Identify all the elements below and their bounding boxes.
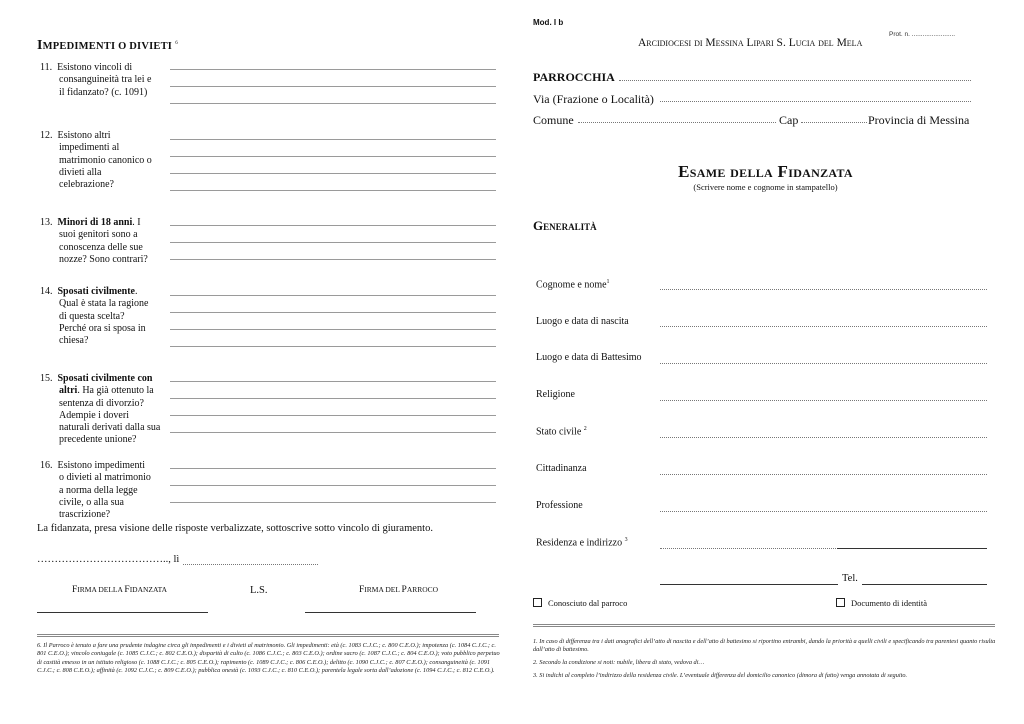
answer-line[interactable] (170, 242, 496, 243)
field-religione: Religione (536, 389, 575, 400)
conosciuto-checkbox[interactable] (533, 598, 542, 607)
parrocchia-label: PARROCCHIA (533, 70, 615, 84)
answer-line[interactable] (170, 329, 496, 330)
mod-label: Mod. I b (533, 18, 564, 27)
answer-line[interactable] (170, 415, 496, 416)
answer-line[interactable] (170, 381, 496, 382)
answer-line[interactable] (170, 312, 496, 313)
question-15: 15. Sposati civilmente con altri. Ha già ottenuto la sentenza di divorzio? Adempie i doveri naturali derivati dalla sua precedente unione? (40, 373, 161, 446)
answer-line[interactable] (170, 173, 496, 174)
prot-number: Prot. n. ........................ (889, 31, 956, 38)
stato-civile-input[interactable] (660, 437, 987, 438)
answer-line[interactable] (170, 156, 496, 157)
footnote-3: 3. Si indichi al completo l’indirizzo della residenza civile. L’eventuale differenza del domicilio canonico (dimora di fatto) venga annotata di seguito. (533, 672, 908, 679)
comune-field[interactable] (578, 122, 776, 123)
diocese-header: Arcidiocesi di Messina Lipari S. Lucia del Mela (638, 37, 863, 49)
residenza-input[interactable] (660, 548, 836, 549)
ls-label: L.S. (250, 585, 268, 596)
tel-input[interactable] (862, 584, 987, 585)
answer-line[interactable] (170, 69, 496, 70)
religione-input[interactable] (660, 400, 987, 401)
impedimenti-heading: IMPEDIMENTI O DIVIETI $^6$ (37, 38, 178, 53)
question-12: 12. Esistono altri impedimenti al matrimonio canonico o divieti alla celebrazione? (40, 130, 152, 191)
question-13: 13. Minori di 18 anni. I suoi genitori sono a conoscenza delle sue nozze? Sono contrari? (40, 217, 148, 265)
answer-line[interactable] (170, 502, 496, 503)
via-field[interactable] (660, 101, 971, 102)
declaration-text: La fidanzata, presa visione delle risposte verbalizzate, sottoscrive sotto vincolo di giuramento. (37, 523, 433, 534)
question-14: 14. Sposati civilmente. Qual è stata la ragione di questa scelta? Perché ora si sposa in chiesa? (40, 286, 149, 347)
answer-line[interactable] (170, 432, 496, 433)
answer-line[interactable] (170, 86, 496, 87)
form-subtitle: (Scrivere nome e cognome in stampatello) (693, 182, 838, 192)
form-title: Esame della Fidanzata (678, 162, 853, 181)
address-line-2[interactable] (660, 584, 838, 585)
date-field-line[interactable] (183, 564, 318, 565)
footnote-divider-right (533, 624, 995, 627)
answer-line[interactable] (170, 225, 496, 226)
cittadinanza-input[interactable] (660, 474, 987, 475)
battesimo-input[interactable] (660, 363, 987, 364)
place-date-field: ……………………………….., lì (37, 554, 180, 565)
cap-field[interactable] (801, 122, 867, 123)
field-stato-civile: Stato civile $^2$ (536, 426, 587, 438)
answer-line[interactable] (170, 398, 496, 399)
signature-label-parroco: FIRMA DEL PARROCO (359, 585, 439, 595)
answer-line[interactable] (170, 346, 496, 347)
field-battesimo: Luogo e data di Battesimo (536, 352, 642, 363)
documento-checkbox-row[interactable]: Documento di identità (836, 598, 927, 608)
footnote-divider (37, 634, 499, 637)
via-label: Via (Frazione o Località) (533, 92, 654, 106)
professione-input[interactable] (660, 511, 987, 512)
tel-label: Tel. (842, 573, 858, 584)
footnote-6: 6. Il Parroco è tenuto a fare una prudente indagine circa gli impedimenti e i divieti al matrimonio. Gli impedimenti: età (c. 1083 C.J.C.; c. 800 C.E.O.); impotenza (c. 1084 C.J.C.; c. 801 C.E.O.); vincolo coniugale (c. 1085 C.J.C.; c. 802 C.E.O.); disparità di culto (c. 1086 C.J.C.; c. 803 C.E.O.); ordine sacro (c. 1087 C.J.C.; c. 804 C.E.O.); voto pubblico perpetuo di castità emesso in un istituto religioso (c. 1088 C.J.C.; c. 805 C.E.O.); rapimento (c. 1089 C.J.C.; c. 806 C.E.O.); delitto (c. 1090 C.J.C.; c. 807 C.E.O.); consanguineità (c. 1091 C.J.C.; c. 808 C.E.O.); affinità (c. 1092 C.J.C.; c. 809 C.E.O.); pubblica onestà (c. 1093 C.J.C.; c. 810 C.E.O.); parentela legale sorta dall’adozione (c. 1094 C.J.C.; c. 812 C.E.O.). (37, 642, 500, 674)
field-nascita: Luogo e data di nascita (536, 316, 629, 327)
footnote-2: 2. Secondo la condizione si noti: nubile, libera di stato, vedova di… (533, 659, 705, 666)
answer-line[interactable] (170, 190, 496, 191)
signature-line-fidanzata[interactable] (37, 612, 208, 613)
answer-line[interactable] (170, 295, 496, 296)
comune-label: Comune (533, 113, 574, 127)
field-cittadinanza: Cittadinanza (536, 463, 587, 474)
signature-line-parroco[interactable] (305, 612, 476, 613)
conosciuto-checkbox-row[interactable]: Conosciuto dal parroco (533, 598, 627, 608)
footnote-1: 1. In caso di differenza tra i dati anagrafici dell’atto di nascita e dell’atto di battesimo si riportino entrambi, dando la priorità a quelli civili e specificando tra parentesi quanto risulta dall’atto di battesimo. (533, 638, 996, 654)
question-16: 16. Esistono impedimenti o divieti al matrimonio a norma della legge civile, o alla sua trascrizione? (40, 460, 151, 521)
answer-line[interactable] (170, 485, 496, 486)
signature-label-fidanzata: FIRMA DELLA FIDANZATA (72, 585, 167, 595)
answer-line[interactable] (170, 259, 496, 260)
parrocchia-field[interactable] (619, 80, 971, 81)
answer-line[interactable] (170, 103, 496, 104)
answer-line[interactable] (170, 139, 496, 140)
answer-line[interactable] (170, 468, 496, 469)
cognome-nome-input[interactable] (660, 289, 987, 290)
field-residenza: Residenza e indirizzo $^3$ (536, 537, 628, 549)
nascita-input[interactable] (660, 326, 987, 327)
cap-label: Cap (779, 113, 799, 127)
field-professione: Professione (536, 500, 583, 511)
documento-checkbox[interactable] (836, 598, 845, 607)
generalita-heading: Generalità (533, 218, 597, 233)
residenza-input-solid[interactable] (837, 548, 987, 549)
provincia-label: Provincia di Messina (868, 113, 970, 127)
question-11: 11. Esistono vincoli di consanguineità tra lei e il fidanzato? (c. 1091) (40, 62, 152, 98)
field-cognome-nome: Cognome e nome$^1$ (536, 279, 610, 291)
